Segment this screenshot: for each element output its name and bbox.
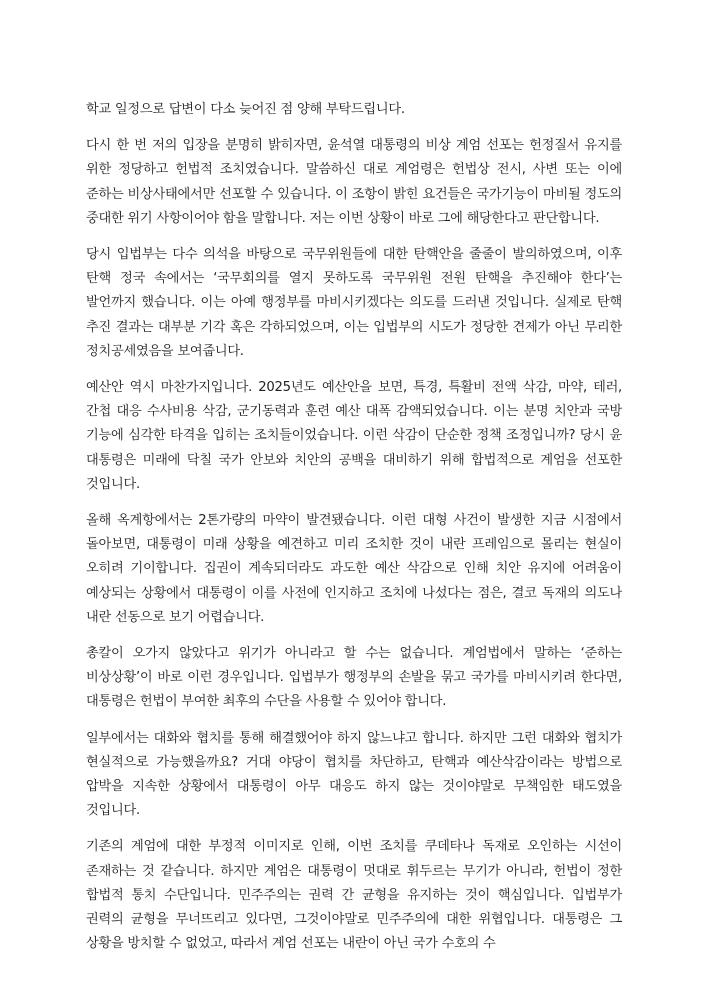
document-body xyxy=(86,98,622,969)
paragraph-3: 당시 입법부는 다수 의석을 바탕으로 국무위원들에 대한 탄핵안을 줄줄이 발의하였으며, 이후 탄핵 정국 속에서는 ‘국무회의를 열지 못하도록 국무위원 전원 탄핵을 추진해야 한다’는 발언까지 했습니다. 이는 아예 행정부를 마비시키겠다는 의도를 드러낸 것입니다. 실제로 탄핵 추진 결과는 대부분 기각 혹은 각하되었으며, 이는 입법부의 시도가 정당한 견제가 아닌 무리한 정치공세였음을 보여줍니다. xyxy=(86,247,622,359)
paragraph-4: 예산안 역시 마찬가지입니다. 2025년도 예산안을 보면, 특경, 특활비 전액 삭감, 마약, 테러, 간첩 대응 수사비용 삭감, 군기동력과 훈련 예산 대폭 감액되었습니다. 이는 분명 치안과 국방 기능에 심각한 타격을 입히는 조치들이었습니다. 이런 삭감이 단순한 정책 조정입니까? 당시 윤 대통령은 미래에 닥칠 국가 안보와 치안의 공백을 대비하기 위해 합법적으로 계엄을 선포한 것입니다. xyxy=(86,380,622,492)
paragraph-7: 일부에서는 대화와 협치를 통해 해결했어야 하지 않느냐고 합니다. 하지만 그런 대화와 협치가 현실적으로 가능했을까요? 거대 야당이 협치를 차단하고, 탄핵과 예산삭감이라는 방법으로 압박을 지속한 상황에서 대통령이 아무 대응도 하지 않는 것이야말로 무책임한 태도였을 것입니다. xyxy=(86,730,622,819)
paragraph-1: 학교 일정으로 답변이 다소 늦어진 점 양해 부탁드립니다. xyxy=(86,102,405,117)
paragraph-5: 올해 옥계항에서는 2톤가량의 마약이 발견됐습니다. 이런 대형 사건이 발생한 지금 시점에서 돌아보면, 대통령이 미래 상황을 예견하고 미리 조치한 것이 내란 프레임으로 몰리는 현실이 오히려 기이합니다. 집권이 계속되더라도 과도한 예산 삭감으로 인해 치안 유지에 어려움이 예상되는 상황에서 대통령이 이를 사전에 인지하고 조치에 나섰다는 점은, 결코 독재의 의도나 내란 선동으로 보기 어렵습니다. xyxy=(86,513,622,625)
paragraph-8: 기존의 계엄에 대한 부정적 이미지로 인해, 이번 조치를 쿠데타나 독재로 오인하는 시선이 존재하는 것 같습니다. 하지만 계엄은 대통령이 멋대로 휘두르는 무기가 아니라, 헌법이 정한 합법적 통치 수단입니다. 민주주의는 권력 간 균형을 유지하는 것이 핵심입니다. 입법부가 권력의 균형을 무너뜨리고 있다면, 그것이야말로 민주주의에 대한 위협입니다. 대통령은 그 상황을 방치할 수 없었고, 따라서 계엄 선포는 내란이 아닌 국가 수호의 수 xyxy=(86,839,622,952)
paragraph-6: 총칼이 오가지 않았다고 위기가 아니라고 할 수는 없습니다. 계엄법에서 말하는 ‘준하는 비상상황’이 바로 이런 경우입니다. 입법부가 행정부의 손발을 묶고 국가를 마비시키려 한다면, 대통령은 헌법이 부여한 최후의 수단을 사용할 수 있어야 합니다. xyxy=(86,646,622,710)
paragraph-2: 다시 한 번 저의 입장을 분명히 밝히자면, 윤석열 대통령의 비상 계엄 선포는 헌정질서 유지를 위한 정당하고 헌법적 조치였습니다. 말씀하신 대로 계엄령은 헌법상 전시, 사변 또는 이에 준하는 비상사태에서만 선포할 수 있습니다. 이 조항이 밝힌 요건들은 국가기능이 마비될 정도의 중대한 위기 사항이어야 함을 말합니다. 저는 이번 상황이 바로 그에 해당한다고 판단합니다. xyxy=(86,138,622,226)
